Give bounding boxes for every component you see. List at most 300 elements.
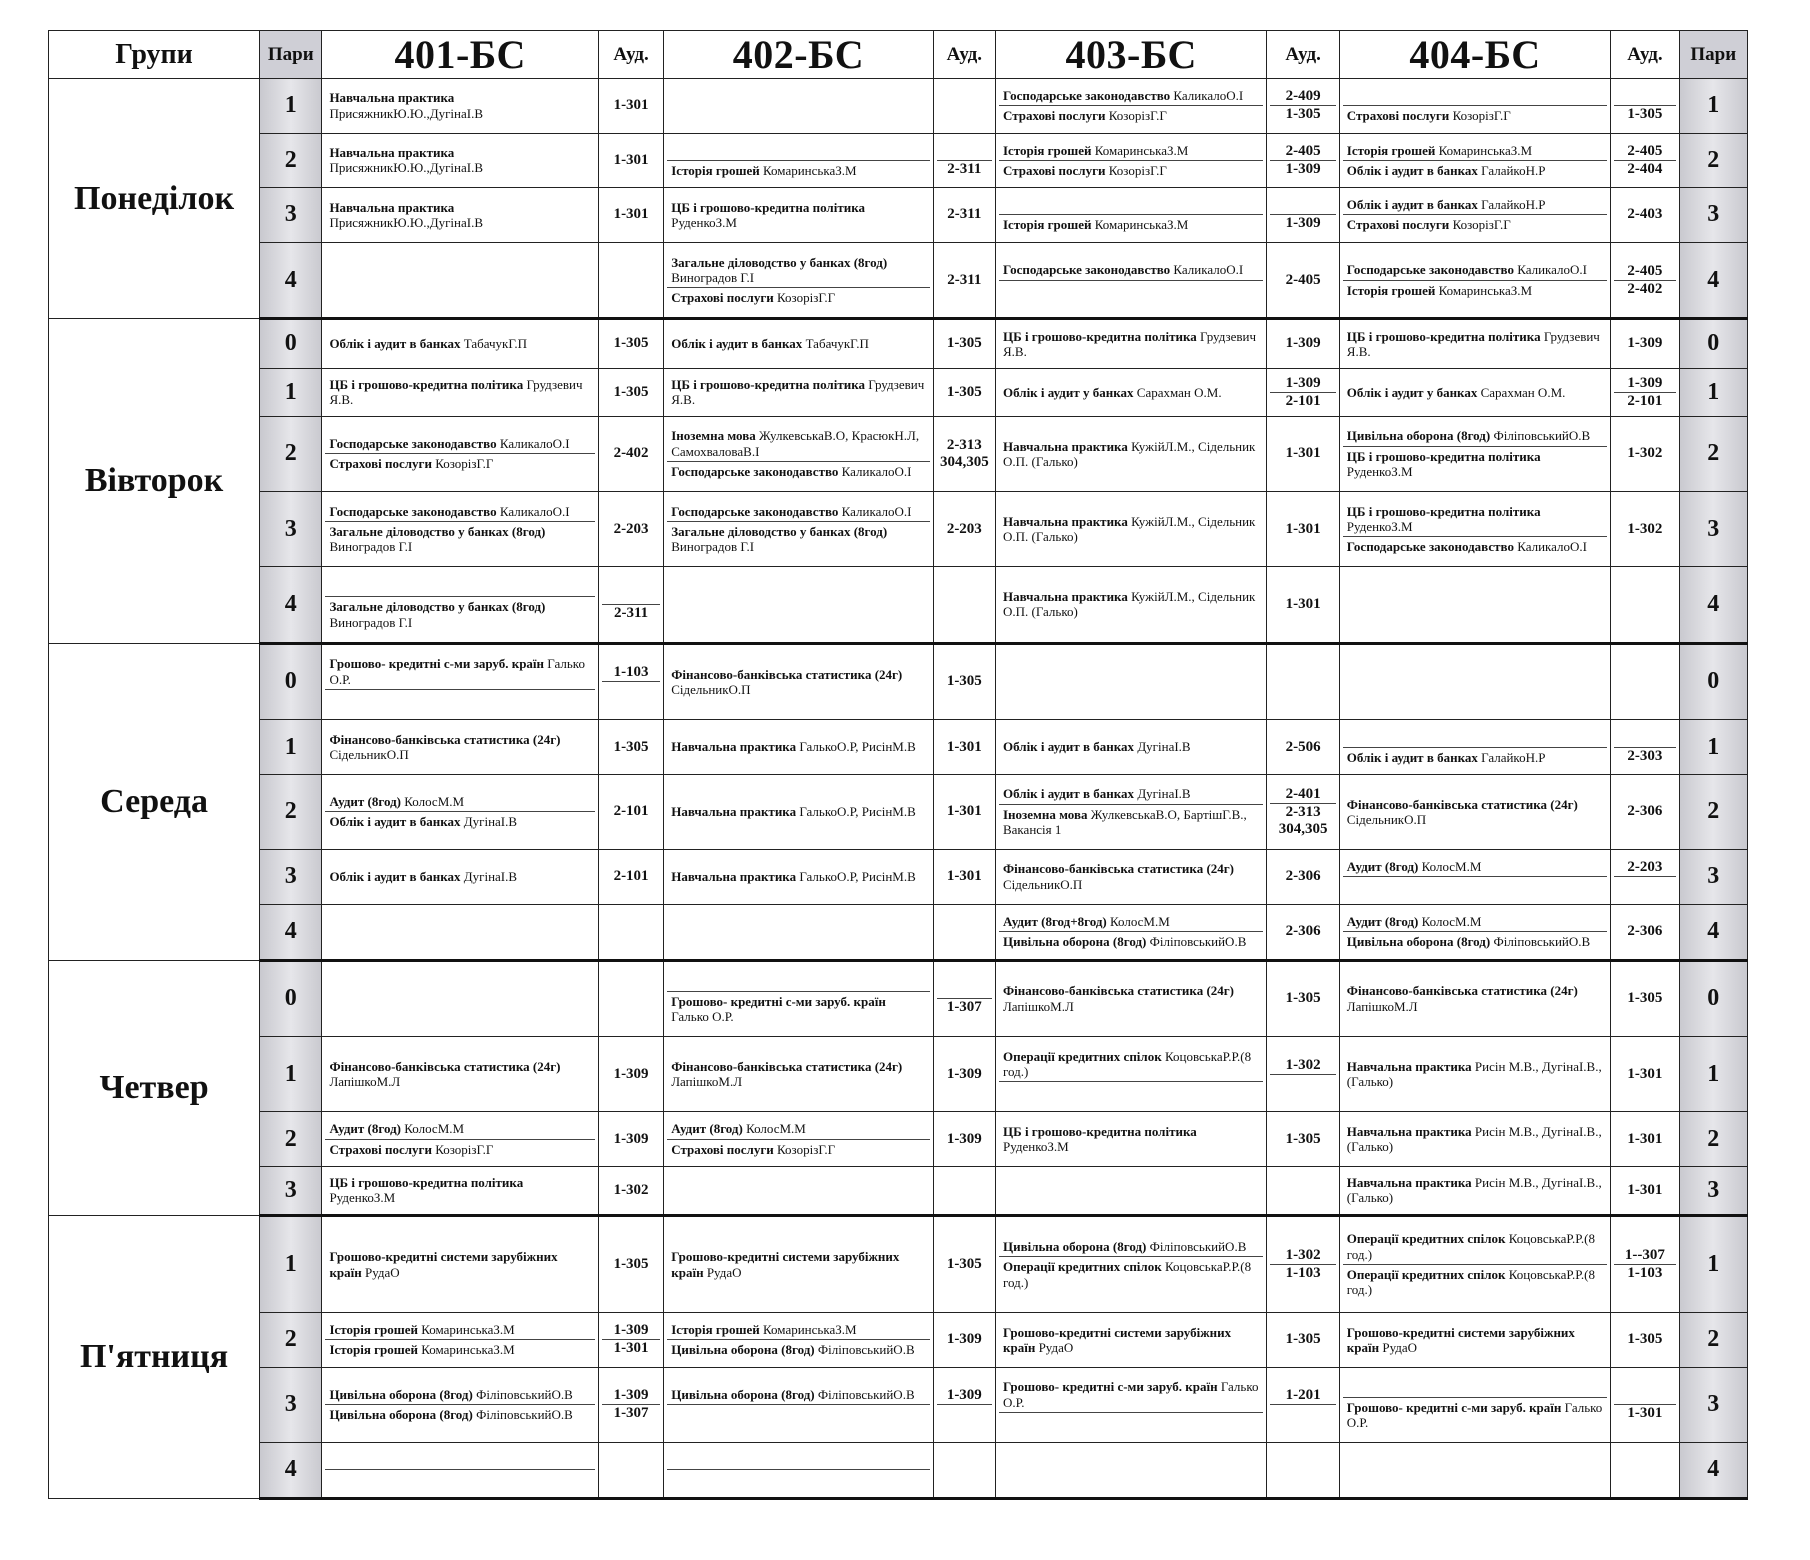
room-number <box>1270 1404 1335 1422</box>
lesson-slot <box>325 811 594 831</box>
lesson-slot <box>325 1119 594 1138</box>
teacher-name: КаликалоО.І <box>841 464 912 480</box>
lesson-slot <box>325 143 594 178</box>
room-cell <box>1267 79 1339 134</box>
pair-number: 0 <box>260 319 322 368</box>
teacher-name: КозорізГ.Г <box>1108 108 1167 124</box>
subject-name: Страхові послуги <box>1002 108 1106 124</box>
pair-number: 3 <box>260 492 322 567</box>
teacher-name: КаликалоО.І <box>499 436 570 452</box>
lesson-slot <box>1343 141 1607 160</box>
room-number: 1-301 <box>1627 1181 1663 1198</box>
room-cell <box>598 188 663 243</box>
room-number: 1-309 <box>1270 214 1335 232</box>
room-number: 1-305 <box>613 1256 649 1273</box>
teacher-name: Грудзевич Я.В. <box>671 376 925 408</box>
lesson-slot <box>1343 857 1607 876</box>
pair-number: 1 <box>260 1216 322 1313</box>
room-number: 1-305 <box>613 383 649 400</box>
lesson-slot <box>667 426 929 461</box>
lesson-cell <box>1339 368 1610 416</box>
lesson-slot <box>1343 383 1607 402</box>
lesson-cell <box>1339 1313 1610 1368</box>
pair-number-right: 3 <box>1679 492 1747 567</box>
pair-number: 1 <box>260 368 322 416</box>
schedule-row <box>49 567 1748 644</box>
subject-name: Навчальна практика <box>1346 1058 1472 1074</box>
pair-number-right: 4 <box>1679 1442 1747 1498</box>
room-number: 2-402 <box>613 445 649 462</box>
day-label: Середа <box>49 643 260 960</box>
subject-name: Господарське законодавство <box>1346 539 1514 555</box>
subject-name: Фінансово-банківська статистика (24г) <box>1346 983 1578 999</box>
day-label: Четвер <box>49 960 260 1216</box>
subject-name: Грошово-кредитні системи зарубіжних країн <box>329 1249 558 1280</box>
room-cell <box>598 416 663 491</box>
room-number: 1-309 <box>613 1387 649 1404</box>
teacher-name: КаликалоО.І <box>1173 87 1244 103</box>
lesson-slot <box>667 991 929 1027</box>
lesson-cell <box>322 1037 598 1112</box>
lesson-slot <box>667 1247 929 1282</box>
lesson-slot <box>1343 160 1607 180</box>
lesson-slot <box>1343 1229 1607 1264</box>
subject-name: Історія грошей <box>1002 217 1092 233</box>
room-cell <box>1611 188 1679 243</box>
lesson-cell <box>1339 643 1610 720</box>
lesson-cell <box>664 1112 933 1167</box>
subject-name: Облік і аудит в банках <box>1002 739 1135 755</box>
subject-name: Грошово- кредитні с-ми заруб. країн <box>1346 1399 1562 1415</box>
room-number: 1-301 <box>1627 1130 1663 1147</box>
teacher-name: РудаО <box>1038 1339 1074 1355</box>
pair-number-right: 2 <box>1679 1313 1747 1368</box>
pair-number-right: 2 <box>1679 774 1747 849</box>
lesson-slot <box>999 105 1263 125</box>
lesson-slot <box>1343 1122 1607 1157</box>
room-cell <box>933 1037 995 1112</box>
room-number: 1-309 <box>946 1387 982 1404</box>
subject-name: Фінансово-банківська статистика (24г) <box>1002 861 1235 877</box>
room-cell <box>1267 368 1339 416</box>
room-cell <box>1267 492 1339 567</box>
subject-name: Навчальна практика <box>329 145 455 161</box>
room-cell <box>933 242 995 319</box>
room-cell <box>1611 416 1679 491</box>
lesson-cell <box>995 904 1266 960</box>
teacher-name: СідельникО.П <box>1346 811 1427 827</box>
lesson-slot <box>999 931 1263 951</box>
room-number: 2-506 <box>1285 738 1321 755</box>
subject-name: Операції кредитних спілок <box>1002 1048 1162 1064</box>
lesson-slot <box>667 461 929 481</box>
teacher-name: ПрисяжникЮ.Ю.,ДугінаІ.В <box>329 105 484 121</box>
lesson-slot <box>325 198 594 233</box>
lesson-slot <box>667 1385 929 1404</box>
day-label: П'ятниця <box>49 1216 260 1499</box>
pair-number: 4 <box>260 242 322 319</box>
lesson-cell <box>995 1216 1266 1313</box>
subject-name: Господарське законодавство <box>1002 262 1171 278</box>
lesson-slot <box>999 859 1263 894</box>
teacher-name: Виноградов Г.І <box>329 614 413 630</box>
group-header-401: 401-БС <box>322 31 598 79</box>
room-number: 2-203 <box>1627 859 1663 876</box>
lesson-slot <box>1343 747 1607 767</box>
lesson-cell <box>322 904 598 960</box>
room-number: 1-301 <box>946 738 982 755</box>
lesson-slot <box>999 1047 1263 1082</box>
schedule-row <box>49 720 1748 775</box>
room-number <box>1614 730 1675 747</box>
lesson-slot <box>1343 327 1607 362</box>
room-number: 2-409 <box>1285 88 1321 105</box>
room-cell <box>933 368 995 416</box>
lesson-cell <box>995 79 1266 134</box>
room-number: 1-307 <box>602 1404 660 1422</box>
teacher-name: ФіліповськийО.В <box>817 1342 915 1358</box>
lesson-cell <box>664 79 933 134</box>
lesson-slot <box>325 453 594 473</box>
subject-name: Облік і аудит в банках <box>1346 162 1478 178</box>
subject-name: Аудит (8год) <box>1346 913 1419 929</box>
lesson-cell <box>322 720 598 775</box>
room-cell <box>1611 960 1679 1037</box>
lesson-cell <box>322 1112 598 1167</box>
room-number: 1-302 <box>1285 1247 1321 1264</box>
room-cell <box>1611 133 1679 188</box>
room-cell <box>933 720 995 775</box>
lesson-cell <box>995 1166 1266 1215</box>
room-cell <box>598 1216 663 1313</box>
room-number: 2-303 <box>1614 747 1675 765</box>
pair-number-right: 0 <box>1679 319 1747 368</box>
lesson-slot <box>1343 795 1607 830</box>
teacher-name: КозорізГ.Г <box>435 1141 494 1157</box>
room-cell <box>1611 492 1679 567</box>
pair-number: 3 <box>260 188 322 243</box>
room-cell <box>598 720 663 775</box>
subject-name: Облік і аудит у банках <box>1002 384 1134 400</box>
schedule-row <box>49 492 1748 567</box>
lesson-slot <box>1343 1057 1607 1092</box>
room-cell <box>598 643 663 720</box>
lesson-slot <box>999 160 1263 180</box>
room-cell <box>1611 1166 1679 1215</box>
room-cell <box>1611 850 1679 905</box>
teacher-name: Виноградов Г.І <box>671 539 755 555</box>
subject-name: Навчальна практика <box>671 739 797 755</box>
pair-number: 2 <box>260 1112 322 1167</box>
subject-name: Страхові послуги <box>1346 108 1450 124</box>
lesson-cell <box>1339 416 1610 491</box>
teacher-name: КомаринськаЗ.М <box>1094 142 1189 158</box>
pair-number-right: 1 <box>1679 1216 1747 1313</box>
lesson-cell <box>995 1037 1266 1112</box>
lesson-cell <box>1339 1112 1610 1167</box>
teacher-name: РуденкоЗ.М <box>1002 1139 1069 1155</box>
teacher-name: ГалайкоН.Р <box>1481 197 1546 213</box>
lesson-slot <box>325 577 594 596</box>
subject-name: Фінансово-банківська статистика (24г) <box>671 666 903 682</box>
pair-number-right: 4 <box>1679 904 1747 960</box>
lesson-slot <box>667 521 929 557</box>
lesson-cell <box>1339 720 1610 775</box>
teacher-name: ФіліповськийО.В <box>1149 1239 1247 1255</box>
lesson-slot <box>1343 260 1607 279</box>
lesson-slot <box>667 1320 929 1339</box>
subject-name: Господарське законодавство <box>1346 262 1514 278</box>
pair-number: 0 <box>260 643 322 720</box>
lesson-slot <box>667 141 929 160</box>
teacher-name: ТабачукГ.П <box>805 336 869 352</box>
lesson-cell <box>322 1442 598 1498</box>
room-number: 1-309 <box>1285 374 1321 391</box>
subject-name: Аудит (8год) <box>329 1121 402 1137</box>
room-number: 1-301 <box>613 97 649 114</box>
room-number: 2-306 <box>1285 868 1321 885</box>
lesson-cell <box>664 319 933 368</box>
lesson-cell <box>995 1112 1266 1167</box>
room-number <box>602 587 660 604</box>
subject-name: Фінансово-банківська статистика (24г) <box>671 1058 903 1074</box>
subject-name: Господарське законодавство <box>329 503 497 519</box>
lesson-slot <box>325 1139 594 1159</box>
teacher-name: РудаО <box>1382 1339 1418 1355</box>
room-cell <box>933 416 995 491</box>
teacher-name: ГалькоО.Р, РисінМ.В <box>799 739 916 755</box>
room-number: 1-301 <box>1285 520 1321 537</box>
teacher-name: Виноградов Г.І <box>671 269 755 285</box>
lesson-slot <box>325 1320 594 1339</box>
subject-name: Аудит (8год+8год) <box>1002 913 1107 929</box>
lesson-slot <box>999 383 1263 402</box>
lesson-slot <box>999 587 1263 622</box>
room-cell <box>598 242 663 319</box>
lesson-cell <box>664 720 933 775</box>
teacher-name: КужійЛ.М., Сідельник О.П. (Галько) <box>1002 513 1256 545</box>
lesson-cell <box>322 492 598 567</box>
subject-name: Страхові послуги <box>1346 217 1450 233</box>
lesson-cell <box>664 904 933 960</box>
lesson-cell <box>1339 188 1610 243</box>
room-cell <box>933 1166 995 1215</box>
lesson-slot <box>1343 502 1607 537</box>
lesson-cell <box>664 1442 933 1498</box>
pair-number: 0 <box>260 960 322 1037</box>
pair-number: 2 <box>260 416 322 491</box>
room-number: 1-103 <box>613 664 649 681</box>
lesson-slot <box>1343 876 1607 896</box>
lesson-slot <box>999 981 1263 1016</box>
room-number: 1-305 <box>1285 1331 1321 1348</box>
room-cell <box>1267 133 1339 188</box>
subject-name: Облік і аудит в банках <box>1002 786 1135 802</box>
teacher-name: ЛапішкоМ.Л <box>329 1074 401 1090</box>
aud-header: Ауд. <box>1267 31 1339 79</box>
teacher-name: КаликалоО.І <box>1173 262 1244 278</box>
lesson-slot <box>999 512 1263 547</box>
schedule-row <box>49 643 1748 720</box>
teacher-name: РудаО <box>365 1264 400 1280</box>
schedule-row <box>49 1367 1748 1442</box>
room-cell <box>1267 720 1339 775</box>
lesson-slot <box>1343 214 1607 234</box>
teacher-name: ДугінаІ.В <box>463 869 518 885</box>
lesson-slot <box>667 253 929 288</box>
lesson-cell <box>995 492 1266 567</box>
teacher-name: КозорізГ.Г <box>1452 108 1511 124</box>
lesson-slot <box>999 1122 1263 1157</box>
room-number: 2-401 <box>1285 785 1321 802</box>
room-number: 1-301 <box>613 151 649 168</box>
lesson-cell <box>1339 774 1610 849</box>
subject-name: Облік і аудит в банках <box>329 869 461 885</box>
room-cell <box>1267 643 1339 720</box>
room-cell <box>598 1112 663 1167</box>
subject-name: Іноземна мова <box>671 428 756 444</box>
lesson-slot <box>667 1469 929 1489</box>
lesson-slot <box>325 1247 594 1282</box>
teacher-name: КужійЛ.М., Сідельник О.П. (Галько) <box>1002 438 1256 469</box>
lesson-cell <box>995 567 1266 644</box>
schedule-row <box>49 188 1748 243</box>
lesson-cell <box>322 960 598 1037</box>
lesson-slot <box>667 971 929 990</box>
room-number: 1-302 <box>1627 445 1663 462</box>
lesson-slot <box>667 1139 929 1159</box>
room-number: 2-306 <box>1627 923 1663 940</box>
teacher-name: Рисін М.В., ДугінаІ.В., (Галько) <box>1346 1058 1602 1090</box>
subject-name: Цивільна оборона (8год) <box>1346 934 1491 950</box>
teacher-name: ГалайкоН.Р <box>1481 749 1546 765</box>
lesson-cell <box>1339 1216 1610 1313</box>
room-cell <box>1611 1112 1679 1167</box>
subject-name: Фінансово-банківська статистика (24г) <box>329 731 561 747</box>
lesson-slot <box>1343 727 1607 746</box>
room-number: 1-301 <box>946 868 982 885</box>
teacher-name: КомаринськаЗ.М <box>421 1342 515 1358</box>
teacher-name: Сарахман О.М. <box>1480 384 1566 400</box>
subject-name: Аудит (8год) <box>671 1121 743 1137</box>
lesson-cell <box>1339 319 1610 368</box>
subject-name: ЦБ і грошово-кредитна політика <box>671 199 866 215</box>
pair-number: 3 <box>260 1367 322 1442</box>
header-row <box>49 31 1748 79</box>
room-number: 2-203 <box>946 520 982 537</box>
subject-name: Загальне діловодство у банках (8год) <box>329 599 546 615</box>
teacher-name: ТабачукГ.П <box>463 336 528 352</box>
room-cell <box>1267 1367 1339 1442</box>
teacher-name: РуденкоЗ.М <box>1346 464 1413 480</box>
teacher-name: Сарахман О.М. <box>1136 384 1222 400</box>
teacher-name: Галько О.Р. <box>329 656 585 687</box>
lesson-slot <box>1343 981 1607 1016</box>
lesson-cell <box>1339 904 1610 960</box>
lesson-cell <box>1339 1037 1610 1112</box>
lesson-cell <box>995 643 1266 720</box>
lesson-slot <box>325 654 594 689</box>
room-number: 1-309 <box>613 1130 649 1147</box>
lesson-slot <box>325 334 594 353</box>
lesson-slot <box>1343 1397 1607 1433</box>
lesson-cell <box>1339 79 1610 134</box>
lesson-slot <box>999 437 1263 472</box>
lesson-slot <box>325 1173 594 1208</box>
subject-name: Облік і аудит в банках <box>1346 749 1478 765</box>
lesson-slot <box>667 737 929 756</box>
pair-number-right: 0 <box>1679 960 1747 1037</box>
subject-name: ЦБ і грошово-кредитна політика <box>1346 448 1541 464</box>
teacher-name: Рисін М.В., ДугінаІ.В., (Галько) <box>1346 1175 1602 1206</box>
lesson-slot <box>325 596 594 632</box>
subject-name: Грошово- кредитні с-ми заруб. країн <box>671 993 886 1009</box>
room-cell <box>933 79 995 134</box>
lesson-slot <box>325 689 594 709</box>
room-number: 2-405 <box>1285 142 1321 159</box>
lesson-cell <box>322 242 598 319</box>
lesson-slot <box>1343 280 1607 300</box>
teacher-name: КоцовськаР.Р.(8 год.) <box>1002 1259 1252 1290</box>
teacher-name: Рисін М.В., ДугінаІ.В., (Галько) <box>1346 1123 1602 1155</box>
pair-number-right: 4 <box>1679 567 1747 644</box>
subject-name: Облік і аудит в банках <box>329 814 461 830</box>
room-cell <box>1611 319 1679 368</box>
room-cell <box>1611 1216 1679 1313</box>
pair-number: 2 <box>260 133 322 188</box>
teacher-name: ФіліповськийО.В <box>1149 934 1247 950</box>
room-number: 1-301 <box>613 206 649 223</box>
room-number: 1-305 <box>1627 1331 1663 1348</box>
subject-name: Страхові послуги <box>1002 162 1106 178</box>
subject-name: Цивільна оборона (8год) <box>671 1342 815 1358</box>
lesson-cell <box>322 79 598 134</box>
lesson-cell <box>664 1313 933 1368</box>
room-number: 1-305 <box>946 335 982 352</box>
room-cell <box>1267 960 1339 1037</box>
room-cell <box>1611 79 1679 134</box>
lesson-cell <box>1339 1442 1610 1498</box>
lesson-cell <box>995 850 1266 905</box>
room-number <box>1270 197 1335 214</box>
room-cell <box>1611 242 1679 319</box>
lesson-cell <box>322 1216 598 1313</box>
schedule-row <box>49 960 1748 1037</box>
lesson-cell <box>322 1367 598 1442</box>
room-cell <box>1267 1216 1339 1313</box>
lesson-slot <box>1343 912 1607 931</box>
subject-name: Цивільна оборона (8год) <box>1346 428 1491 444</box>
teacher-name: ГалайкоН.Р <box>1481 162 1546 178</box>
subject-name: Загальне діловодство у банках (8год) <box>671 523 888 539</box>
lesson-slot <box>999 86 1263 105</box>
lesson-slot <box>999 912 1263 931</box>
subject-name: ЦБ і грошово-кредитна політика <box>329 1175 524 1191</box>
room-number: 2-405 <box>1627 142 1663 159</box>
room-cell <box>933 850 995 905</box>
subject-name: Загальне діловодство у банках (8год) <box>671 254 888 270</box>
room-cell <box>933 188 995 243</box>
room-number: 1-301 <box>1285 595 1321 612</box>
lesson-cell <box>322 850 598 905</box>
teacher-name: Грудзевич Я.В. <box>1002 328 1257 359</box>
subject-name: Навчальна практика <box>329 90 455 106</box>
lesson-slot <box>667 502 929 521</box>
room-number: 2-405 <box>1285 271 1321 288</box>
room-cell <box>933 1367 995 1442</box>
teacher-name: КаликалоО.І <box>1517 262 1587 278</box>
lesson-slot <box>999 195 1263 214</box>
